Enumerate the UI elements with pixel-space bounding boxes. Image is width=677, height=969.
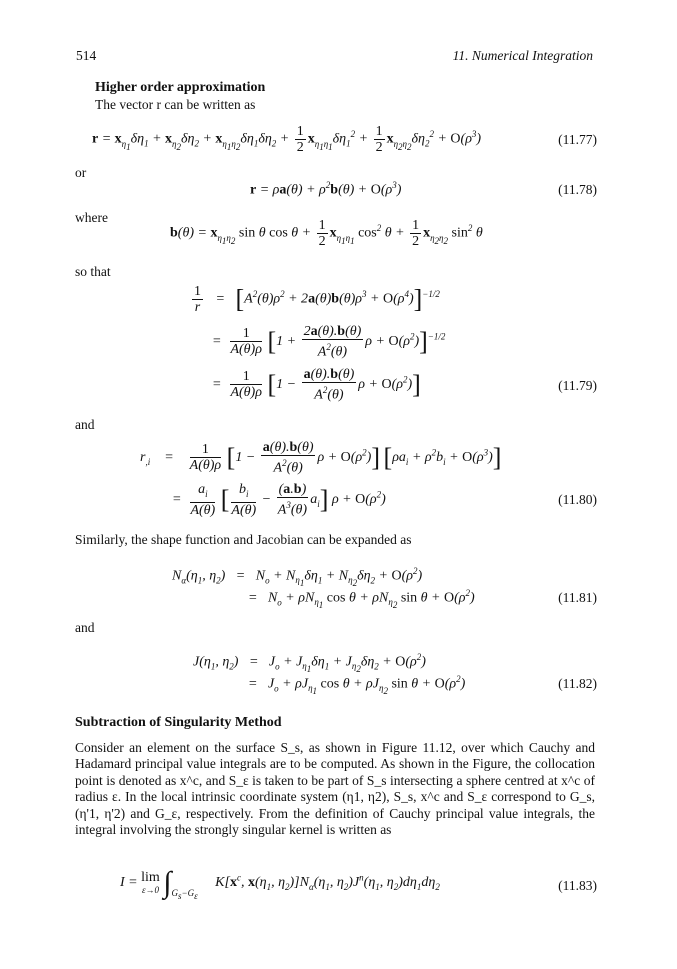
page-number: 514	[76, 48, 97, 63]
connector-where: where	[75, 210, 108, 225]
similarly-text: Similarly, the shape function and Jacobian can be expanded as	[75, 532, 412, 547]
section-heading: Higher order approximation	[95, 80, 266, 95]
equation-11-79-line2: = $\frac{1}{A(\theta)\rho}$ [1 + $\frac{2a(\theta).b(\theta)}{A^2(\theta)}$ $\rho + O(\rho^2)]^{-1/2}$	[212, 324, 446, 360]
connector-and: and	[75, 620, 95, 635]
equation-b-theta: $b(\theta) = x_{\eta_1\eta_2}$ sin θ cos θ + $\frac{1}{2}$ $x_{\eta_1\eta_1}$ $\cos^2 \theta$ + $\frac{1}{2}$ $x_{\eta_2\eta_2}$ $\sin^2 \theta$	[170, 218, 483, 249]
equation-11-82-line2: = $J_o + \rho J_{\eta_1}$ $\cos \theta + \rho J_{\eta_2}$ $\sin \theta + O(\rho^2)$	[248, 674, 466, 697]
equation-11-83: I = lim ε→0 $\int_{G_s-G_\varepsilon}$ $K[x^c$, $x(\eta_1$, $\eta_2)]N_\alpha(\eta_1$, $\eta_2)J^n(\eta_1$, $\eta_2)d\eta_1d\eta_2$	[120, 866, 440, 902]
intro-text: The vector r can be written as	[95, 97, 256, 112]
chapter-title: 11. Numerical Integration	[452, 48, 593, 63]
equation-11-79-line3: = $\frac{1}{A(\theta)\rho}$ [1 − $\frac{a(\theta).b(\theta)}{A^2(\theta)}$ $\rho + O(\rho^2)$]	[212, 367, 421, 403]
equation-number: (11.82)	[558, 676, 597, 691]
connector-and: and	[75, 417, 95, 432]
equation-number: (11.80)	[558, 492, 597, 507]
equation-number: (11.79)	[558, 378, 597, 393]
equation-11-80-line1: $r_{,i}$ = $\frac{1}{A(\theta)\rho}$ [1 − $\frac{a(\theta).b(\theta)}{A^2(\theta)}$ $\rho + O(\rho^2)$] $[\rho a_i + \rho^2b_i + O(\rho^3)]$	[140, 440, 502, 476]
equation-number: (11.78)	[558, 182, 597, 197]
equation-11-80-line2: = $\frac{a_i}{A(\theta)}$ [ $\frac{b_i}{A(\theta)}$ − $\frac{(a.b)}{A^3(\theta)}$ $a_i$] $\rho + O(\rho^2)$	[172, 482, 386, 518]
equation-11-78: $r = \rho a(\theta) + \rho^2b(\theta) + O(\rho^3)$	[250, 180, 402, 198]
connector-or: or	[75, 165, 87, 180]
section-heading-2: Subtraction of Singularity Method	[75, 715, 282, 730]
equation-11-81-line2: = $N_o + \rho N_{\eta_1}$ $\cos \theta + \rho N_{\eta_2}$ $\sin \theta + O(\rho^2)$	[248, 588, 475, 611]
equation-11-79-line1: $\frac{1}{r}$ = $[A^2(\theta)\rho^2 + 2a(\theta)b(\theta)\rho^3 + O(\rho^4)]^{-1/2}$	[194, 284, 440, 315]
equation-11-82-line1: $J(\eta_1$, $\eta_2) = J_o + J_{\eta_1}\delta\eta_1 + J_{\eta_2}\delta\eta_2 + O(\rho^2)$	[193, 652, 426, 675]
equation-number: (11.83)	[558, 878, 597, 893]
equation-11-81-line1: $N_\alpha(\eta_1$, $\eta_2) = N_o + N_{\eta_1}\delta\eta_1 + N_{\eta_2}\delta\eta_2 + O(\rho^2)$	[172, 566, 423, 589]
body-paragraph: Consider an element on the surface S_s, as shown in Figure 11.12, over which Cauchy and Hadamard principal value integrals are to be computed. As shown in the Figure, the collocation point is denoted as x^c, and S_ε is taken to be part of S_s intersecting a sphere centred at x^c of radius ε. In the local intrinsic coordinate system (η1, η2), S_s, x^c and S_ε correspond to G_s, (η'1, η'2) and G_ε, respectively. From the definition of Cauchy principal value integrals, the integral involving the strongly singular kernel is written as	[75, 740, 595, 838]
connector-so-that: so that	[75, 264, 111, 279]
equation-number: (11.77)	[558, 132, 597, 147]
equation-11-77: $r = x_{\eta_1}\delta\eta_1 + x_{\eta_2}\delta\eta_2 + x_{\eta_1\eta_2}\delta\eta_1\delta\eta_2$ + $\frac{1}{2}$ $x_{\eta_1\eta_1}\delta\eta_1^2$ + $\frac{1}{2}$ $x_{\eta_2\eta_2}\delta\eta_2^2 + O(\rho^3)$	[92, 124, 482, 155]
equation-number: (11.81)	[558, 590, 597, 605]
